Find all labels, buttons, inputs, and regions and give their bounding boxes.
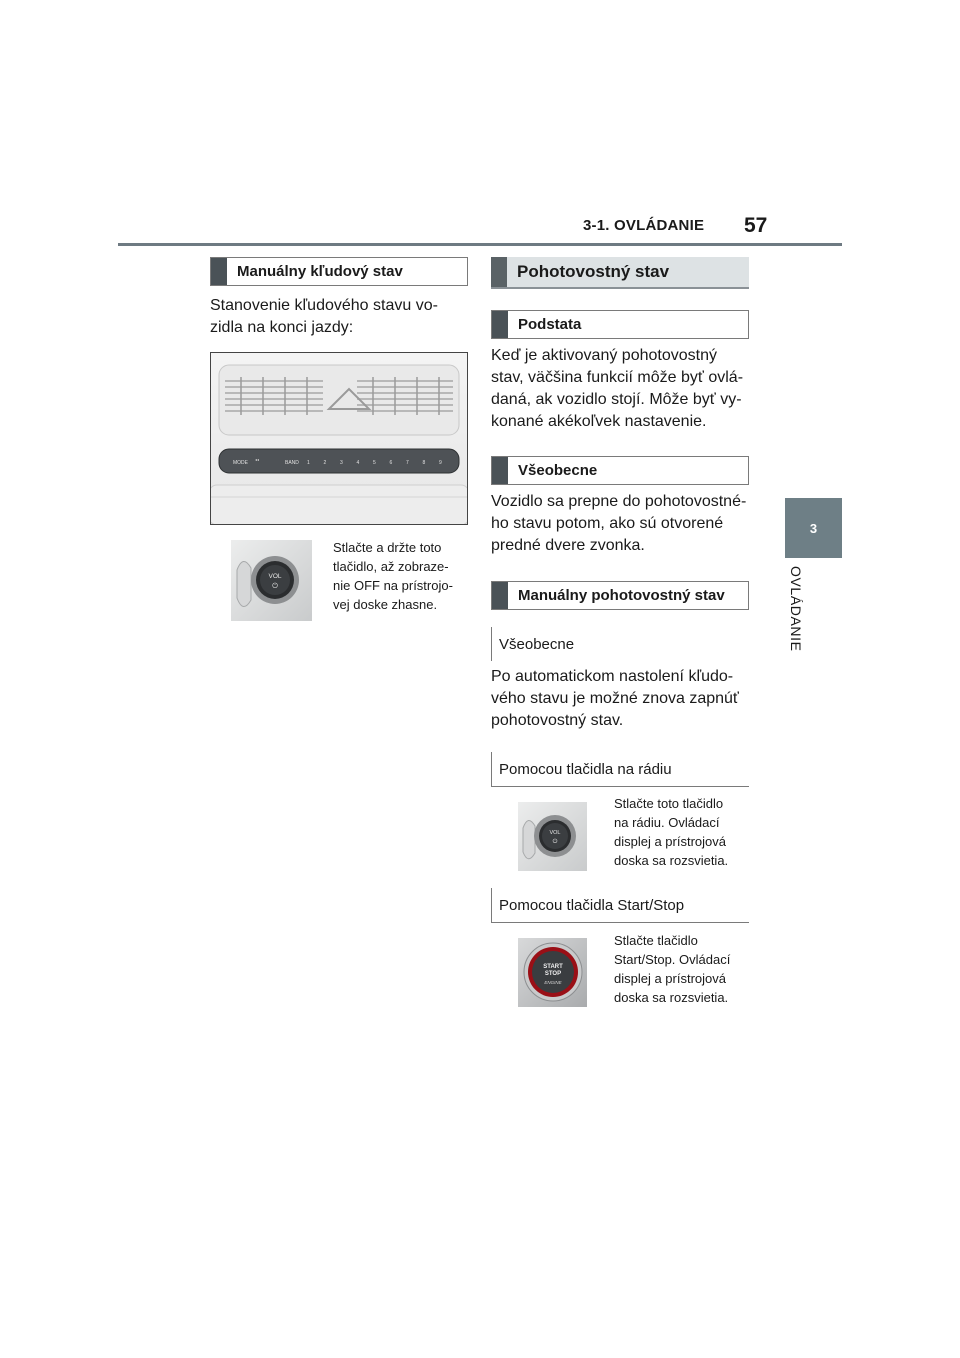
radio-volume-knob-drawing (518, 802, 587, 871)
heading-manual-standby (491, 581, 749, 610)
preset-button-5: 5 (373, 460, 376, 466)
subheading-text: Všeobecne (499, 635, 575, 653)
caption-line: Stlačte toto tlačidlo (614, 796, 724, 811)
volume-knob-drawing (231, 540, 312, 621)
start-stop-button-drawing (518, 938, 587, 1007)
caption-line: tlačidlo, až zobraze- (333, 559, 449, 574)
vol-label: VOL (268, 573, 282, 580)
heading-marker (491, 257, 507, 287)
caption-line: doska sa rozsvietia. (614, 990, 729, 1005)
caption-line: na rádiu. Ovládací (614, 815, 720, 830)
start-stop-caption (614, 931, 754, 1007)
intro-line: zidla na konci jazdy: (210, 319, 354, 336)
heading-marker (492, 457, 508, 484)
page-number: 57 (744, 214, 768, 237)
chapter-number: 3 (809, 520, 818, 536)
subheading-text: Pomocou tlačidla na rádiu (499, 760, 672, 778)
section-title: 3-1. OVLÁDANIE (583, 217, 705, 234)
paragraph-line: predné dvere zvonka. (491, 537, 645, 554)
vseobecne-paragraph (491, 491, 756, 557)
preset-button-9: 9 (439, 460, 442, 466)
caption-line: Stlačte a držte toto (333, 540, 442, 555)
paragraph-line: vého stavu je možné znova zapnúť (491, 690, 739, 707)
preset-button-2: 2 (323, 460, 327, 466)
heading-manual-rest-state (210, 257, 468, 286)
podstata-paragraph (491, 345, 756, 433)
radio-volume-knob-image (518, 802, 587, 871)
intro-paragraph (210, 295, 468, 339)
caption-line: Start/Stop. Ovládací (614, 952, 731, 967)
caption-line: doska sa rozsvietia. (614, 853, 729, 868)
chapter-label: OVLÁDANIE (788, 566, 804, 652)
manual-paragraph (491, 666, 756, 732)
band-button-label: BAND (285, 460, 299, 466)
engine-label: ENGINE (544, 980, 562, 985)
intro-line: Stanovenie kľudového stavu vo- (210, 297, 438, 314)
preset-button-4: 4 (356, 460, 360, 466)
svg-text:◂◂: ◂◂ (255, 457, 260, 462)
start-label: START (543, 964, 563, 970)
caption-line: displej a prístrojová (614, 971, 726, 986)
paragraph-line: Keď je aktivovaný pohotovostný (491, 347, 717, 364)
chapter-tab (785, 498, 842, 558)
heading-text: Manuálny kľudový stav (237, 263, 403, 280)
heading-text: Manuálny pohotovostný stav (518, 587, 725, 604)
paragraph-line: pohotovostný stav. (491, 712, 624, 729)
heading-vseobecne (491, 456, 749, 485)
preset-button-7: 7 (406, 460, 409, 466)
heading-text: Podstata (518, 316, 582, 333)
vol-label: VOL (549, 830, 561, 836)
preset-button-6: 6 (389, 460, 393, 466)
caption-line: displej a prístrojová (614, 834, 726, 849)
paragraph-line: Po automatickom nastolení kľudo- (491, 668, 734, 685)
left-caption (333, 538, 468, 614)
heading-podstata (491, 310, 749, 339)
paragraph-line: stav, väčšina funkcií môže byť ovlá- (491, 369, 744, 386)
caption-line: nie OFF na prístrojo- (333, 578, 453, 593)
svg-text:⏻: ⏻ (552, 838, 558, 845)
start-stop-button-image (518, 938, 587, 1007)
volume-knob-image (231, 540, 312, 621)
heading-marker (492, 311, 508, 338)
paragraph-line: ho stavu potom, ako sú otvorené (491, 515, 724, 532)
subheading-text: Pomocou tlačidla Start/Stop (499, 896, 685, 914)
stop-label: STOP (544, 971, 562, 977)
subheading-vseobecne (491, 627, 749, 661)
svg-text:⏻: ⏻ (272, 582, 278, 590)
heading-marker (492, 582, 508, 609)
heading-text: Všeobecne (518, 462, 598, 479)
paragraph-line: daná, ak vozidlo stojí. Môže byť vy- (491, 391, 742, 408)
heading-standby-state (491, 257, 749, 289)
heading-text: Pohotovostný stav (517, 262, 670, 281)
paragraph-line: konané akékoľvek nastavenie. (491, 413, 707, 430)
radio-panel-drawing (211, 353, 467, 524)
paragraph-line: Vozidlo sa prepne do pohotovostné- (491, 493, 747, 510)
subheading-start-stop (491, 888, 749, 923)
preset-button-3: 3 (340, 460, 343, 466)
preset-button-1: 1 (307, 460, 310, 466)
preset-button-8: 8 (422, 460, 426, 466)
caption-line: Stlačte tlačidlo (614, 933, 698, 948)
radio-panel-image (210, 352, 468, 525)
header-divider (118, 243, 842, 246)
heading-marker (211, 258, 227, 285)
radio-caption (614, 794, 754, 870)
caption-line: vej doske zhasne. (333, 597, 438, 612)
subheading-radio-button (491, 752, 749, 787)
mode-button-label: MODE (233, 460, 248, 466)
